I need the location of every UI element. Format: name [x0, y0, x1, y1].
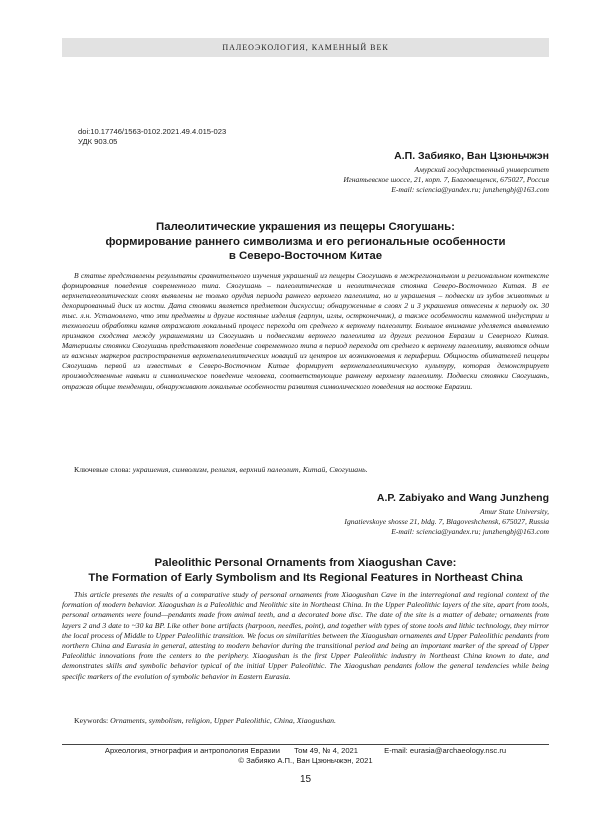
journal-volume: Том 49, — [294, 746, 321, 755]
udk: УДК 903.05 — [78, 137, 118, 146]
abstract-ru: В статье представлены результаты сравнительного изучения украшений из пещеры Сяогушань в межрегиональном и региональном контексте формирования поведения современного типа. Сяогушань – палеолитическая и неолитическая стоянка Северо-Восточного Китая. В ее верхнепалеолитических слоях выявлены не только орудия периода раннего верхнего палеолита, но и украшения – подвески из зубов животных и декорированный диск из кости. Дата стоянки является предметом дискуссии; обнаруженные в слоях 2 и 3 украшения отнесены к периоду ок. 30 тыс. л.н. Установлено, что эти предметы и другие костяные изделия (гарпун, иглы, острконечник), а также особенности каменной индустрии и технологии обработки камня отражают локальный процесс перехода от среднего к верхнему палеолиту. Большое внимание уделяется выявлению признаков сходства между украшениями из Сяогушань и подвесками верхнего палеолита из других регионов Евразии и Северного Китая. Материалы стоянки Сяогушань представляют поведение современного типа в период перехода от среднего к верхнему палеолиту, являются одним из важных маркеров распространения верхнепалеолитических новаций из центров их возникновения к периферии. Общность обитателей пещеры Сяогушань первой из известных в Северо-Восточном Китае формирует верхнепалеолитическую культуру, которая демонстрирует производственные навыки и символическое поведение человека, соответствующие раннему верхнему палеолиту. Подвески стоянки Сяогушань, отражая общие тенденции, обнаруживают локальные особенности развития символического поведения на востоке Евразии. — [62, 271, 549, 391]
title-ru-line-1: Палеолитические украшения из пещеры Сяогушань: — [156, 221, 455, 233]
footer-journal-line — [62, 746, 549, 755]
email-ru[interactable]: E-mail: sciencia@yandex.ru; junzhengbj@163.com — [391, 185, 549, 194]
title-ru-line-2: формирование раннего символизма и его региональные особенности — [105, 235, 506, 248]
article-title-ru — [50, 220, 561, 264]
article-title-en — [50, 556, 561, 585]
keywords-text-ru: украшения, символизм, религия, верхний палеолит, Китай, Сяогушань. — [132, 465, 368, 474]
affiliation-en: Amur State University, — [480, 507, 549, 516]
authors-ru: А.П. Забияко, Ван Цзюньчжэн — [394, 150, 549, 162]
footer-divider — [62, 744, 549, 745]
authors-block-en — [344, 492, 549, 537]
email-en[interactable]: E-mail: sciencia@yandex.ru; junzhengbj@163.com — [391, 527, 549, 536]
address-en: Ignatievskoye shosse 21, bldg. 7, Blagoveshchensk, 675027, Russia — [344, 517, 549, 526]
journal-name: Археология, этнография и антропология Евразии — [104, 746, 280, 755]
journal-issue: № 4, — [322, 746, 339, 755]
address-ru: Игнатьевское шоссе, 21, корп. 7, Благовещенск, 675027, Россия — [343, 175, 549, 184]
journal-email[interactable]: E-mail: eurasia@archaeology.nsc.ru — [384, 746, 507, 755]
abstract-en: This article presents the results of a comparative study of personal ornaments from Xiaogushan Cave in the interregional and regional context of the formation of modern behavior. Xiaogushan is a Paleolithic and Neolithic site in Northeast China. In the Upper Paleolithic layers of the site, apart from tools, personal ornaments were found—pendants made from animal teeth, and a decorated bone disc. The date of the site is a matter of debate; ornaments from layers 2 and 3 date to ~30 ka BP. Like other bone artifacts (harpoon, needles, point), and together with types of stone tools and lithic technology, they mirror the local process of Middle to Upper Paleolithic transition. We focus on similarities between the Xiaogushan ornaments and Upper Paleolithic pendants from northern China and Eurasia in general, attesting to modern behavior during the transitional period and being an important marker of the spread of Upper Paleolithic innovations from the centers to the periphery. Xiaogushan is the first Upper Paleolithic industry in Northeast China known to date, and demonstrates skills and symbolic behavior typical of the initial Upper Paleolithic. The Xiaogushan pendants follow the general tendencies while being specific markers of the evolution of symbolic behavior in Eastern Eurasia. — [62, 590, 549, 681]
page-number: 15 — [299, 774, 312, 785]
keywords-label-en: Keywords: — [74, 716, 109, 725]
copyright: © Забияко А.П., Ван Цзюньчжэн, 2021 — [238, 756, 373, 765]
keywords-text-en: Ornaments, symbolism, religion, Upper Paleolithic, China, Xiaogushan. — [110, 716, 336, 725]
keywords-ru — [74, 465, 554, 474]
journal-year: 2021 — [341, 746, 359, 755]
affiliation-ru: Амурский государственный университет — [414, 165, 549, 174]
title-ru-line-3: в Северо-Восточном Китае — [228, 250, 383, 262]
doi[interactable]: doi:10.17746/1563-0102.2021.49.4.015-023 — [78, 127, 227, 136]
authors-en: A.P. Zabiyako and Wang Junzheng — [376, 492, 549, 504]
keywords-label-ru: Ключевые слова: — [74, 465, 131, 474]
section-header — [62, 38, 549, 57]
section-title: ПАЛЕОЭКОЛОГИЯ, КАМЕННЫЙ ВЕК — [222, 43, 389, 52]
authors-block-ru — [343, 150, 549, 195]
title-en-line-1: Paleolithic Personal Ornaments from Xiaogushan Cave: — [154, 557, 457, 569]
title-en-line-2: The Formation of Early Symbolism and Its Regional Features in Northeast China — [88, 571, 523, 584]
keywords-en — [74, 716, 554, 725]
